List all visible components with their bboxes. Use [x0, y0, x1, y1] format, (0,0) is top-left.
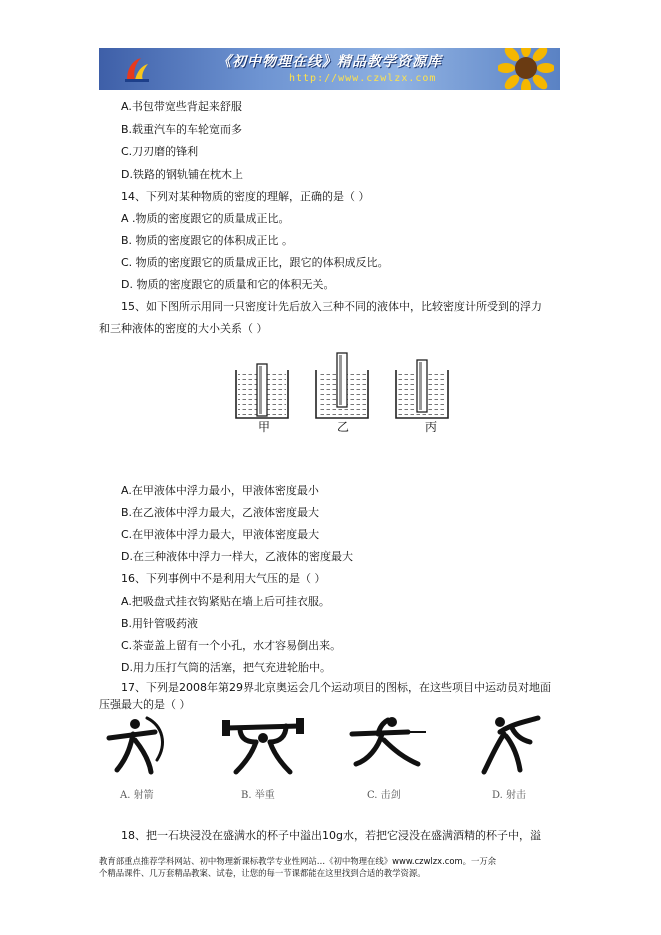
- icon-caption-c: C. 击剑: [367, 790, 401, 801]
- fencing-pictogram-icon: [348, 712, 428, 778]
- shooting-pictogram-icon: [478, 712, 550, 778]
- q14-option-d: D. 物质的密度跟它的质量和它的体积无关。: [121, 278, 335, 291]
- q15-option-b: B.在乙液体中浮力最大，乙液体密度最大: [121, 506, 320, 519]
- q16-stem: 16、下列事例中不是利用大气压的是（ ）: [121, 572, 326, 585]
- q15-option-d: D.在三种液体中浮力一样大，乙液体的密度最大: [121, 550, 353, 563]
- q13-option-b: B.载重汽车的车轮宽而多: [121, 123, 243, 136]
- banner-title: 《初中物理在线》精品教学资源库: [217, 54, 442, 70]
- beaker-jia: [236, 364, 288, 418]
- q14-option-b: B. 物质的密度跟它的体积成正比 。: [121, 234, 294, 247]
- sunflower-icon: [498, 48, 554, 90]
- q17-stem-line1: 17、下列是2008年第29界北京奥运会几个运动项目的图标，在这些项目中运动员对地面: [121, 681, 551, 694]
- weightlifting-pictogram-icon: [222, 712, 304, 778]
- q16-option-c: C.茶壶盖上留有一个小孔，水才容易倒出来。: [121, 639, 342, 652]
- q14-option-c: C. 物质的密度跟它的质量成正比，跟它的体积成反比。: [121, 256, 389, 269]
- site-logo-icon: [121, 54, 151, 84]
- beaker-yi: [316, 353, 368, 418]
- banner-url[interactable]: http://www.czwlzx.com: [289, 73, 437, 84]
- q13-option-c: C.刀刃磨的锋利: [121, 145, 199, 158]
- q15-option-c: C.在甲液体中浮力最大，甲液体密度最大: [121, 528, 320, 541]
- icon-caption-a: A. 射箭: [120, 790, 154, 801]
- q18-stem-line1: 18、把一石块浸没在盛满水的杯子中溢出10g水，若把它浸没在盛满酒精的杯子中，溢: [121, 829, 541, 842]
- header-banner: [99, 48, 560, 90]
- q13-option-d: D.铁路的钢轨铺在枕木上: [121, 168, 243, 181]
- q16-option-d: D.用力压打气筒的活塞，把气充进轮胎中。: [121, 661, 331, 674]
- q14-stem: 14、下列对某种物质的密度的理解，正确的是（ ）: [121, 190, 370, 203]
- icon-caption-b: B. 举重: [241, 790, 275, 801]
- footer-line2: 个精品课件、几万套精品教案、试卷，让您的每一节课都能在这里找到合适的教学资源。: [99, 868, 426, 878]
- footer-line1: 教育部重点推荐学科网站、初中物理新课标教学专业性网站…《初中物理在线》www.czwlzx.com。一万余: [99, 856, 497, 866]
- label-bing: 丙: [425, 420, 438, 434]
- q16-option-a: A.把吸盘式挂衣钩紧贴在墙上后可挂衣服。: [121, 595, 330, 608]
- q14-option-a: A .物质的密度跟它的质量成正比。: [121, 212, 290, 225]
- q13-option-a: A.书包带宽些背起来舒服: [121, 100, 242, 113]
- q15-option-a: A.在甲液体中浮力最小，甲液体密度最小: [121, 484, 319, 497]
- archery-pictogram-icon: [105, 712, 175, 778]
- q17-stem-line2: 压强最大的是（ ）: [99, 698, 191, 711]
- q15-stem-line1: 15、如下图所示用同一只密度计先后放入三种不同的液体中，比较密度计所受到的浮力: [121, 300, 542, 313]
- label-yi: 乙: [337, 420, 350, 434]
- q16-option-b: B.用针管吸药液: [121, 617, 199, 630]
- beaker-bing: [396, 360, 448, 418]
- label-jia: 甲: [258, 420, 271, 434]
- icon-caption-d: D. 射击: [492, 790, 527, 801]
- q15-stem-line2: 和三种液体的密度的大小关系（ ）: [99, 322, 268, 335]
